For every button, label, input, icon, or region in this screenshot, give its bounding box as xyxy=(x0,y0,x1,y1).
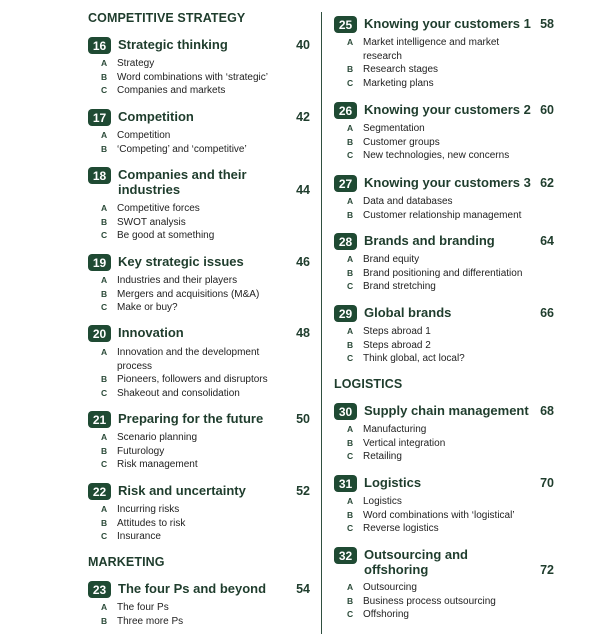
unit-page-number: 68 xyxy=(540,404,554,418)
unit-number-badge: 31 xyxy=(334,475,357,492)
unit-number-badge: 32 xyxy=(334,547,357,564)
unit-title[interactable]: Supply chain management xyxy=(364,403,529,418)
subtopic-item: A Brand equity xyxy=(347,254,420,265)
unit-23[interactable] xyxy=(88,581,310,627)
subtopic-item: A Scenario planning xyxy=(101,432,198,443)
unit-26[interactable] xyxy=(334,102,554,161)
unit-title[interactable]: Risk and uncertainty xyxy=(118,483,246,498)
unit-number-badge: 22 xyxy=(88,483,111,500)
subtopic-item: B Mergers and acquisitions (M&A) xyxy=(101,288,260,300)
subtopic-item: C Make or buy? xyxy=(101,302,178,313)
unit-title[interactable]: Outsourcing and offshoring xyxy=(364,547,468,577)
unit-number-badge: 20 xyxy=(88,325,111,342)
unit-page-number: 46 xyxy=(296,255,310,269)
unit-number-badge: 16 xyxy=(88,37,111,54)
subtopic-item: C Insurance xyxy=(101,531,161,542)
unit-title[interactable]: Key strategic issues xyxy=(118,254,244,269)
unit-page-number: 58 xyxy=(540,17,554,31)
unit-number-badge: 29 xyxy=(334,305,357,322)
subtopic-item: B Attitudes to risk xyxy=(101,517,186,529)
subtopic-item: A Logistics xyxy=(347,496,402,507)
unit-title[interactable]: Knowing your customers 2 xyxy=(364,102,531,117)
subtopic-item: B Customer relationship management xyxy=(347,209,522,221)
unit-number-badge: 18 xyxy=(88,167,111,184)
unit-30[interactable] xyxy=(334,403,554,462)
subtopic-item: C New technologies, new concerns xyxy=(347,150,510,161)
subtopic-item: B Vertical integration xyxy=(347,437,446,449)
unit-number-badge: 25 xyxy=(334,16,357,33)
unit-20[interactable] xyxy=(88,325,310,399)
subtopic-item: A Market intelligence and market research xyxy=(347,37,500,62)
unit-title[interactable]: Innovation xyxy=(118,325,184,340)
subtopic-item: C Marketing plans xyxy=(347,77,434,89)
subtopic-item: A Innovation and the development process xyxy=(101,347,260,372)
subtopic-item: B Business process outsourcing xyxy=(347,595,496,607)
unit-page-number: 66 xyxy=(540,306,554,320)
unit-number-badge: 23 xyxy=(88,581,111,598)
unit-page-number: 52 xyxy=(296,484,310,498)
unit-title[interactable]: Global brands xyxy=(364,305,452,320)
unit-17[interactable] xyxy=(88,109,310,155)
unit-title[interactable]: Preparing for the future xyxy=(118,411,264,426)
unit-page-number: 54 xyxy=(296,582,310,596)
unit-18[interactable] xyxy=(88,167,310,241)
section-title-logistics: LOGISTICS xyxy=(334,377,403,391)
unit-title[interactable]: Competition xyxy=(118,109,194,124)
subtopic-item: A The four Ps xyxy=(101,602,169,613)
subtopic-item: B Three more Ps xyxy=(101,615,184,627)
unit-number-badge: 21 xyxy=(88,411,111,428)
subtopic-item: A Steps abroad 1 xyxy=(347,326,431,337)
unit-title[interactable]: Brands and branding xyxy=(364,233,495,248)
subtopic-item: C Reverse logistics xyxy=(347,523,439,534)
unit-title[interactable]: The four Ps and beyond xyxy=(118,581,267,596)
unit-number-badge: 30 xyxy=(334,403,357,420)
subtopic-item: A Segmentation xyxy=(347,123,425,134)
subtopic-item: B Brand positioning and differentiation xyxy=(347,267,523,279)
subtopic-item: B ‘Competing’ and ‘competitive’ xyxy=(101,143,247,155)
unit-number-badge: 26 xyxy=(334,102,357,119)
subtopic-item: C Be good at something xyxy=(101,230,215,241)
section-title-competitive-strategy: COMPETITIVE STRATEGY xyxy=(88,11,246,25)
unit-title[interactable]: Knowing your customers 3 xyxy=(364,175,531,190)
subtopic-item: C Companies and markets xyxy=(101,85,226,96)
unit-page-number: 72 xyxy=(540,563,554,577)
unit-21[interactable] xyxy=(88,411,310,470)
unit-page-number: 60 xyxy=(540,103,554,117)
unit-number-badge: 17 xyxy=(88,109,111,126)
unit-page-number: 42 xyxy=(296,110,310,124)
subtopic-item: A Industries and their players xyxy=(101,275,238,286)
unit-page-number: 40 xyxy=(296,38,310,52)
unit-title[interactable]: Companies and their industries xyxy=(118,167,247,197)
subtopic-item: B Word combinations with ‘strategic’ xyxy=(101,71,268,83)
subtopic-item: C Retailing xyxy=(347,451,402,462)
unit-27[interactable] xyxy=(334,175,554,221)
unit-25[interactable] xyxy=(334,16,554,89)
section-title-marketing: MARKETING xyxy=(88,555,165,569)
subtopic-item: A Data and databases xyxy=(347,196,453,207)
unit-title[interactable]: Logistics xyxy=(364,475,422,490)
subtopic-item: B SWOT analysis xyxy=(101,216,186,228)
unit-page-number: 70 xyxy=(540,476,554,490)
subtopic-item: A Competition xyxy=(101,130,171,141)
subtopic-item: A Manufacturing xyxy=(347,424,427,435)
unit-title[interactable]: Strategic thinking xyxy=(118,37,228,52)
subtopic-item: A Competitive forces xyxy=(101,203,200,214)
subtopic-item: B Pioneers, followers and disruptors xyxy=(101,374,268,385)
unit-32[interactable] xyxy=(334,547,554,620)
subtopic-item: B Futurology xyxy=(101,445,165,457)
unit-page-number: 64 xyxy=(540,234,554,248)
subtopic-item: B Research stages xyxy=(347,64,439,75)
unit-31[interactable] xyxy=(334,475,554,534)
unit-19[interactable] xyxy=(88,254,310,313)
unit-number-badge: 28 xyxy=(334,233,357,250)
column-divider xyxy=(321,12,322,634)
unit-page-number: 48 xyxy=(296,326,310,340)
unit-number-badge: 27 xyxy=(334,175,357,192)
subtopic-item: A Outsourcing xyxy=(347,582,417,593)
subtopic-item: B Steps abroad 2 xyxy=(347,339,431,351)
subtopic-item: B Word combinations with ‘logistical’ xyxy=(347,509,515,521)
subtopic-item: B Customer groups xyxy=(347,136,440,148)
unit-number-badge: 19 xyxy=(88,254,111,271)
unit-16[interactable] xyxy=(88,37,310,96)
subtopic-item: C Offshoring xyxy=(347,609,409,620)
subtopic-item: C Risk management xyxy=(101,459,198,470)
unit-28[interactable] xyxy=(334,233,554,292)
unit-page-number: 50 xyxy=(296,412,310,426)
subtopic-item: C Brand stretching xyxy=(347,281,436,292)
unit-22[interactable] xyxy=(88,483,310,542)
subtopic-item: A Incurring risks xyxy=(101,504,180,515)
unit-title[interactable]: Knowing your customers 1 xyxy=(364,16,531,31)
subtopic-item: C Think global, act local? xyxy=(347,353,465,364)
subtopic-item: C Shakeout and consolidation xyxy=(101,387,240,399)
unit-page-number: 44 xyxy=(296,183,310,197)
unit-page-number: 62 xyxy=(540,176,554,190)
subtopic-item: A Strategy xyxy=(101,58,155,69)
unit-29[interactable] xyxy=(334,305,554,364)
